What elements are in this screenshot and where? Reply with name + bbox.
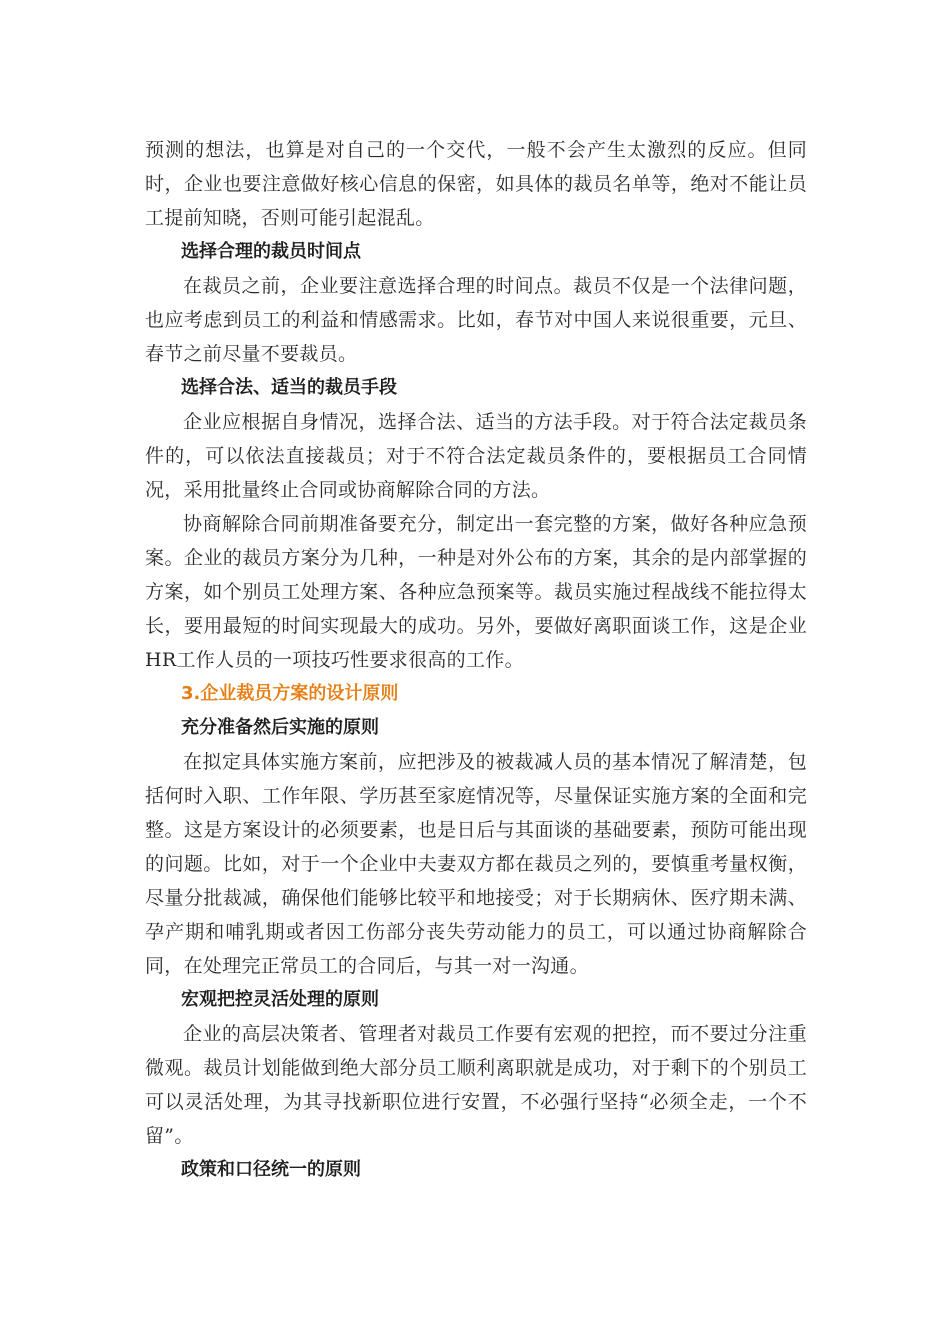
section-heading-3: 3.企业裁员方案的设计原则 — [181, 683, 399, 704]
document-page — [145, 133, 807, 1187]
subheading-means: 选择合法、适当的裁员手段 — [181, 377, 397, 398]
paragraph-macro: 企业的高层决策者、管理者对裁员工作要有宏观的把控，而不要过分注重微观。裁员计划能做到绝大部分员工顺利离职就是成功，对于剩下的个别员工可以灵活处理，为其寻找新职位进行安置，不必强行坚持“必须全走，一个不留”。 — [145, 1023, 807, 1147]
subheading-prepare: 充分准备然后实施的原则 — [181, 717, 379, 738]
paragraph-prepare: 在拟定具体实施方案前，应把涉及的被裁减人员的基本情况了解清楚，包括何时入职、工作年限、学历甚至家庭情况等，尽量保证实施方案的全面和完整。这是方案设计的必须要素，也是日后与其面谈的基础要素，预防可能出现的问题。比如，对于一个企业中夫妻双方都在裁员之列的，要慎重考量权衡，尽量分批裁减，确保他们能够比较平和地接受；对于长期病休、医疗期未满、孕产期和哺乳期或者因工伤部分丧失劳动能力的员工，可以通过协商解除合同，在处理完正常员工的合同后，与其一对一沟通。 — [145, 751, 807, 977]
subheading-macro: 宏观把控灵活处理的原则 — [181, 989, 379, 1010]
paragraph-means-1: 企业应根据自身情况，选择合法、适当的方法手段。对于符合法定裁员条件的，可以依法直接裁员；对于不符合法定裁员条件的，要根据员工合同情况，采用批量终止合同或协商解除合同的方法。 — [145, 411, 807, 501]
subheading-policy: 政策和口径统一的原则 — [181, 1159, 361, 1180]
paragraph-intro: 预测的想法，也算是对自己的一个交代，一般不会产生太激烈的反应。但同时，企业也要注意做好核心信息的保密，如具体的裁员名单等，绝对不能让员工提前知晓，否则可能引起混乱。 — [145, 139, 807, 229]
paragraph-means-2: 协商解除合同前期准备要充分，制定出一套完整的方案，做好各种应急预案。企业的裁员方案分为几种，一种是对外公布的方案，其余的是内部掌握的方案，如个别员工处理方案、各种应急预案等。裁员实施过程战线不能拉得太长，要用最短的时间实现最大的成功。另外，要做好离职面谈工作，这是企业HR工作人员的一项技巧性要求很高的工作。 — [145, 513, 807, 671]
paragraph-timing: 在裁员之前，企业要注意选择合理的时间点。裁员不仅是一个法律问题，也应考虑到员工的利益和情感需求。比如，春节对中国人来说很重要，元旦、春节之前尽量不要裁员。 — [145, 275, 807, 365]
subheading-timing: 选择合理的裁员时间点 — [181, 241, 361, 262]
